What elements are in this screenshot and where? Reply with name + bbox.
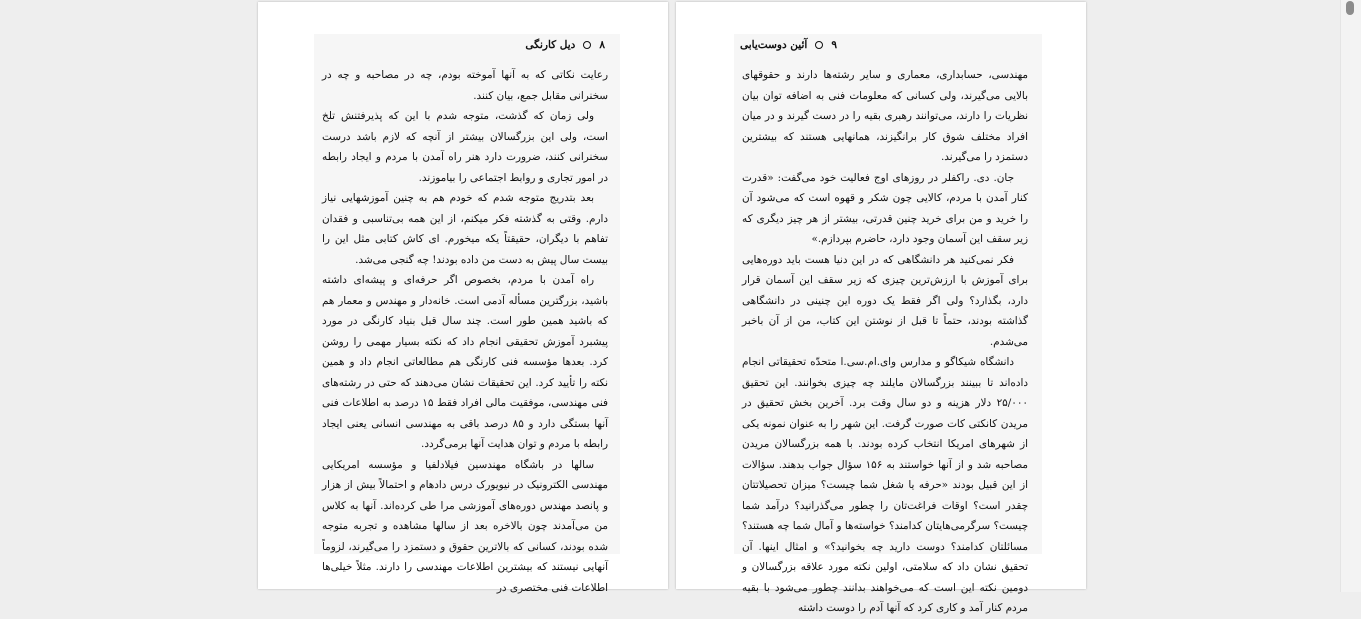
page-number: ۸ [599,39,605,51]
running-title: آئین دوست‌یابی [740,39,808,51]
bullet-icon [815,41,823,49]
paragraph: راه آمدن با مردم، بخصوص اگر حرفه‌ای و پیشه‌ای داشته باشید، بزرگترین مسأله آدمی است. خانه‌دار و مهندس و معمار هم که باشید همین طور است. چند سال قبل بنیاد کارنگی در مورد پیشبرد آموزش تحقیقی انجام داد که نکته بسیار مهمی را روشن کرد. بعدها مؤسسه فنی کارنگی هم مطالعاتی انجام داد و همین نکته را تأیید کرد. این تحقیقات نشان می‌دهند که حتی در رشته‌های فنی مهندسی، موفقیت مالی افراد فقط ۱۵ درصد به اطلاعات فنی آنها بستگی دارد و ۸۵ درصد باقی به مهندسی انسانی یعنی ایجاد رابطه با مردم و توان هدایت آنها برمی‌گردد. [322,274,608,450]
page-header [525,39,605,51]
bullet-icon [583,41,591,49]
paragraph: سالها در باشگاه مهندسین فیلادلفیا و مؤسسه امریکایی مهندسی الکترونیک در نیویورک درس دادهام و احتمالاً بیش از هزار و پانصد مهندس دوره‌های آموزشی مرا طی کرده‌اند. آنها به کلاس من می‌آمدند چون بالاخره بعد از سالها مشاهده و تجربه متوجه شده بودند، کسانی که بالاترین حقوق و دستمزد را می‌گیرند، لزوماً آنهایی نیستند که بیشترین اطلاعات مهندسی را دارند. مثلاً خیلی‌ها اطلاعات فنی مختصری در [322,458,608,594]
page-8 [258,2,668,594]
page-body [322,65,608,598]
vertical-scrollbar[interactable] [1340,0,1361,592]
paragraph: ولی زمان که گذشت، متوجه شدم با این که پذیرفتنش تلخ است، ولی این بزرگسالان بیشتر از آنچه که لازم باشد درست سخنرانی کنند، ضرورت دارد هنر راه آمدن با مردم و ایجاد رابطه در امور تجاری و روابط اجتماعی را بیاموزند. [322,110,608,184]
scrollbar-thumb[interactable] [1346,1,1354,15]
paragraph: بعد بتدریج متوجه شدم که خودم هم به چنین آموزشهایی نیاز دارم. وقتی به گذشته فکر میکنم، از این همه بی‌تناسبی و فقدان تفاهم با دیگران، حقیقتاً یکه میخورم. ای کاش کتابی مثل این را بیست سال پیش به دست من داده بودند! چه گنجی می‌شد. [322,192,608,266]
paragraph: مهندسی، حسابداری، معماری و سایر رشته‌ها دارند و حقوقهای بالایی می‌گیرند، ولی کسانی که معلومات فنی به اضافه توان بیان نظریات را دارند، می‌توانند رهبری بقیه را در دست گیرند و در میان افراد مختلف شوق کار برانگیزند، همانهایی هستند که بیشترین دستمزد را می‌گیرند. [742,69,1028,163]
page-header [740,39,837,51]
paragraph: جان. دی. راکفلر در روزهای اوج فعالیت خود می‌گفت: «قدرت کنار آمدن با مردم، کالایی چون شکر و قهوه است که می‌شود آن را خرید و من برای خرید چنین قدرتی، بیشتر از هر چیز دیگری که زیر سقف این آسمان وجود دارد، حاضرم بپردازم.» [742,171,1028,245]
running-title: دیل کارنگی [525,39,576,51]
page-body [742,65,1028,619]
page-number: ۹ [831,39,837,51]
page-9 [676,2,1086,614]
paragraph: فکر نمی‌کنید هر دانشگاهی که در این دنیا هست باید دوره‌هایی برای آموزش با ارزش‌ترین چیزی که زیر سقف این آسمان قرار دارد، بگذارد؟ ولی اگر فقط یک دوره این چنینی در دانشگاهی گذاشته بودند، حتماً تا قبل از نوشتن این کتاب، من از آن باخبر می‌شدم. [742,253,1028,348]
paragraph: رعایت نکاتی که به آنها آموخته بودم، چه در مصاحبه و چه در سخنرانی مقابل جمع، بیان کنند. [322,69,608,102]
paragraph: دانشگاه شیکاگو و مدارس وای.ام.سی.ا متحدّه تحقیقاتی انجام داده‌اند تا ببینند بزرگسالان مایلند چه چیزی بخوانند. این تحقیق ۲۵/۰۰۰ دلار هزینه و دو سال وقت برد. آخرین بخش تحقیق در مریدن کانکتی کات صورت گرفت. این شهر را به عنوان نمونه یکی از شهرهای امریکا انتخاب کرده بودند. با همه بزرگسالان مریدن مصاحبه شد و از آنها خواستند به ۱۵۶ سؤال جواب بدهند. سؤالات از این قبیل بودند «حرفه یا شغل شما چیست؟ میزان تحصیلاتتان چقدر است؟ اوقات فراغت‌تان را چطور می‌گذرانید؟ درآمد شما چیست؟ سرگرمی‌هایتان کدامند؟ خواسته‌ها و آمال شما چه هستند؟ مسائلتان کدامند؟ دوست دارید چه بخوانید؟» و امثال اینها. آن تحقیق نشان داد که سلامتی، اولین نکته مورد علاقه بزرگسالان و دومین نکته این است که می‌خواهند بدانند چطور می‌شود با بقیه مردم کنار آمد و کاری کرد که آنها آدم را دوست داشته [742,356,1029,614]
